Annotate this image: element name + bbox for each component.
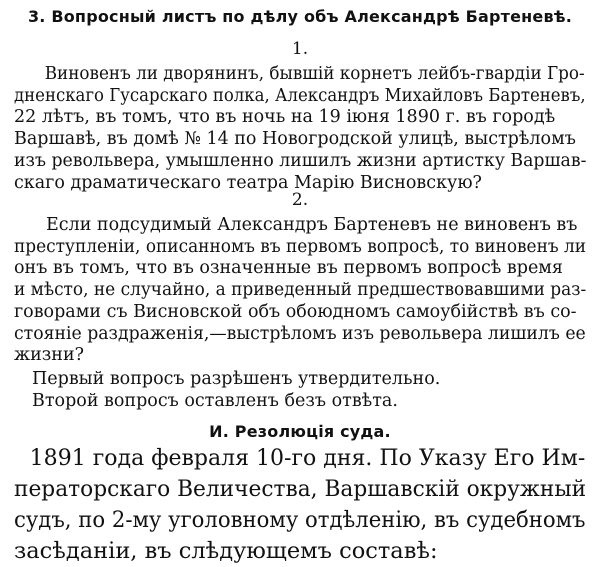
text-line: Если подсудимый Александръ Бартеневъ не виновенъ въ <box>46 215 578 235</box>
question-number-2: 2. <box>291 190 309 210</box>
text-line: и мѣсто, не случайно, а приведенный предшествовавшими раз- <box>14 280 587 301</box>
text-line: 1891 года февраля 10-го дня. По Указу Его Им- <box>29 445 586 471</box>
question-number-1: 1. <box>291 39 309 59</box>
section-heading-resolution: И. Резолюція суда. <box>209 422 391 441</box>
text-line: онъ въ томъ, что въ означенные въ первомъ вопросѣ время <box>14 258 563 279</box>
text-line: изъ револьвера, умышленно лишилъ жизни артистку Варшав- <box>14 150 587 171</box>
text-line: 22 лѣтъ, въ томъ, что въ ночь на 19 іюня 1890 г. въ городѣ <box>14 107 556 128</box>
text-line: жизни? <box>14 345 85 366</box>
text-line: Виновенъ ли дворянинъ, бывшій корнетъ лейбъ-гвардіи Гро- <box>44 64 585 84</box>
answer-line: Второй вопросъ оставленъ безъ отвѣта. <box>32 390 398 411</box>
text-line: ператорскаго Величества, Варшавскій окружный <box>14 476 587 502</box>
answers-paragraph <box>14 369 586 412</box>
text-line: засѣданіи, въ слѣдующемъ составѣ: <box>14 538 438 564</box>
text-line: скаго драматическаго театра Марію Висновскую? <box>14 172 482 193</box>
text-line: Варшавѣ, въ домѣ № 14 по Новогродской улицѣ, выстрѣломъ <box>14 129 576 150</box>
text-line: стояніе раздраженія,—выстрѣломъ изъ револьвера лишилъ ее <box>14 323 586 344</box>
text-line: преступленіи, описанномъ въ первомъ вопросѣ, то виновенъ ли <box>14 236 587 257</box>
text-line: судъ, по 2-му уголовному отдѣленію, въ судебномъ <box>14 507 586 533</box>
text-line: говорами съ Висновской объ обоюдномъ самоубійствѣ въ со- <box>14 301 577 322</box>
resolution-paragraph <box>14 443 586 567</box>
question-2-paragraph <box>14 215 586 367</box>
question-1-paragraph <box>14 64 586 194</box>
answer-line: Первый вопросъ разрѣшенъ утвердительно. <box>32 369 441 389</box>
section-heading-questionnaire: 3. Вопросный листъ по дѣлу объ Александрѣ Бартеневѣ. <box>27 7 573 26</box>
text-line: дненскаго Гусарскаго полка, Александръ Михайловъ Бартеневъ, <box>14 85 586 106</box>
